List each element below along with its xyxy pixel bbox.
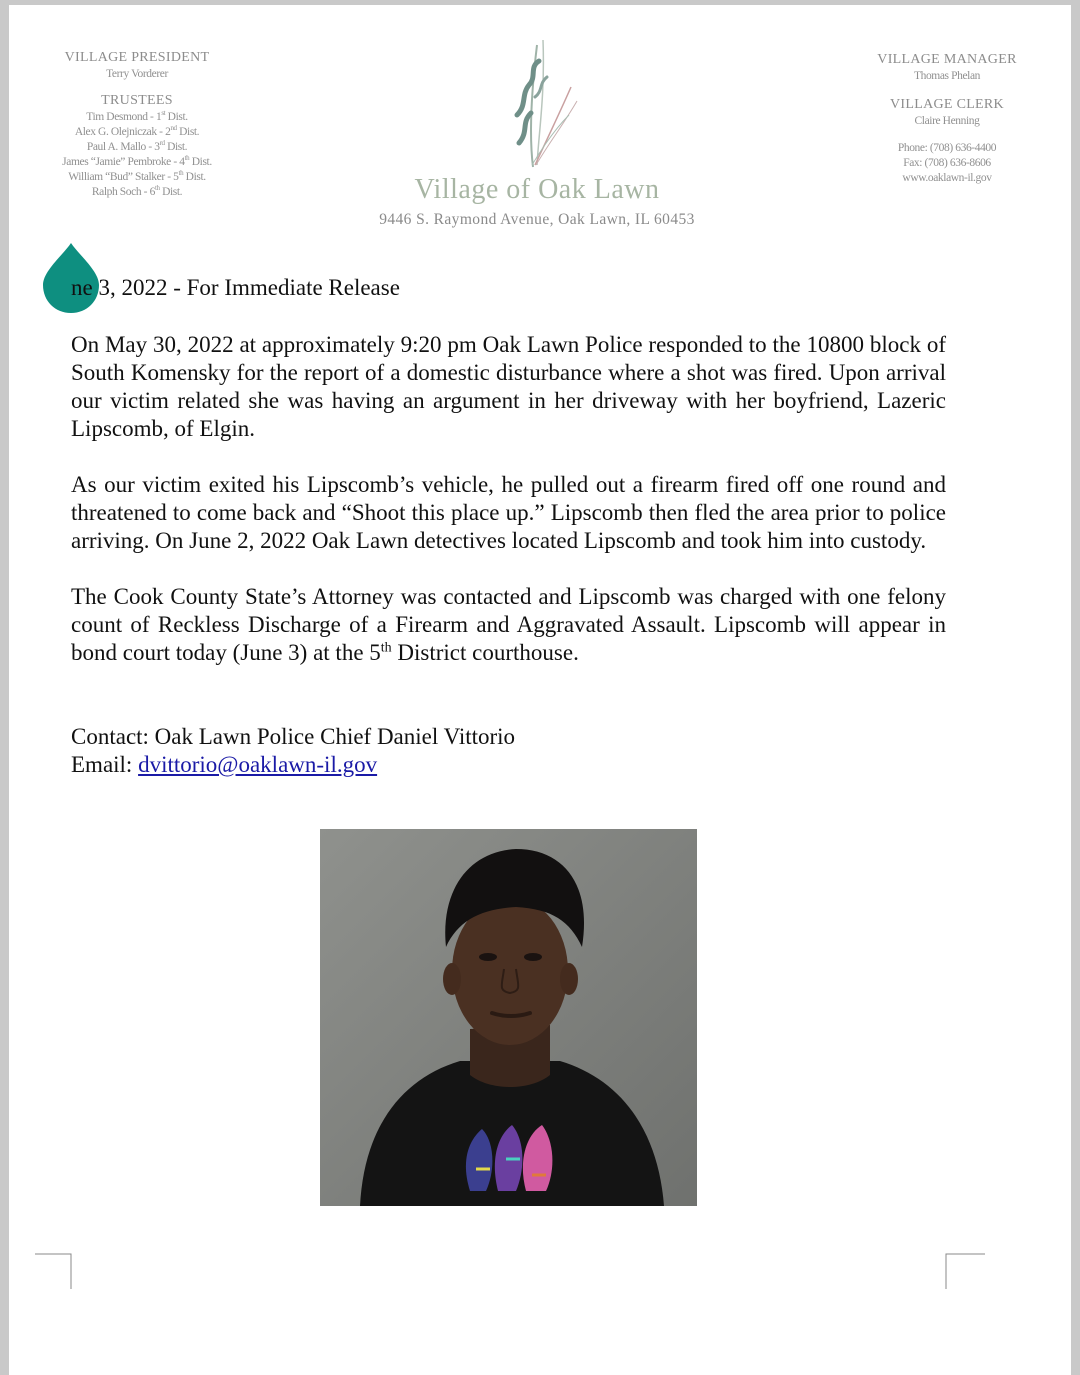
trustee-5: William “Bud” Stalker - 5th Dist. — [68, 169, 206, 183]
trustees-title: TRUSTEES — [101, 93, 173, 108]
manager-title: VILLAGE MANAGER — [877, 52, 1017, 67]
wheat-grass-logo-icon — [499, 35, 579, 177]
village-name: Village of Oak Lawn — [414, 174, 660, 205]
phone-number: Phone: (708) 636-4400 — [897, 142, 997, 154]
trustee-3: Paul A. Mallo - 3rd Dist. — [86, 139, 188, 153]
fax-number: Fax: (708) 636-8606 — [903, 157, 991, 169]
manager-name: Thomas Phelan — [913, 70, 981, 82]
paragraph-3: The Cook County State’s Attorney was contacted and Lipscomb was charged with one felony count of Reckless Discharge of a Firearm and Aggravated Assault. Lipscomb will appear in bond court today (June 3) at the 5th District courthouse. — [71, 584, 946, 665]
email-line: Email: dvittorio@oaklawn-il.gov — [71, 752, 378, 777]
president-name: Terry Vorderer — [106, 68, 168, 80]
village-address: 9446 S. Raymond Avenue, Oak Lawn, IL 60453 — [379, 211, 695, 228]
trustee-2: Alex G. Olejniczak - 2nd Dist. — [74, 124, 200, 138]
contact-line: Contact: Oak Lawn Police Chief Daniel Vittorio — [71, 724, 516, 749]
release-dateline: ne 3, 2022 - For Immediate Release — [71, 275, 400, 300]
paragraph-2: As our victim exited his Lipscomb’s vehicle, he pulled out a firearm fired off one round and threatened to come back and “Shoot this place up.” Lipscomb then fled the area prior to police arriving. On June 2, 2022 Oak Lawn detectives located Lipscomb and took him into custody. — [71, 472, 946, 553]
email-link[interactable]: dvittorio@oaklawn-il.gov — [138, 752, 378, 777]
trustee-6: Ralph Soch - 6th Dist. — [91, 184, 183, 198]
document-page — [9, 5, 1071, 1375]
paragraph-1: On May 30, 2022 at approximately 9:20 pm Oak Lawn Police responded to the 10800 block of South Komensky for the report of a domestic disturbance where a shot was fired. Upon arrival our victim related she was having an argument in her driveway with her boyfriend, Lazeric Lipscomb, of Elgin. — [71, 332, 946, 441]
clerk-name: Claire Henning — [914, 115, 980, 127]
mugshot-photo — [320, 829, 697, 1206]
release-body — [71, 331, 946, 695]
trustee-4: James “Jamie” Pembroke - 4th Dist. — [62, 154, 212, 168]
corner-mark-right — [945, 1253, 985, 1293]
trustee-1: Tim Desmond - 1st Dist. — [86, 109, 188, 123]
clerk-title: VILLAGE CLERK — [890, 97, 1004, 112]
corner-mark-left — [35, 1253, 75, 1293]
header-left-block — [47, 49, 227, 200]
contact-block — [71, 723, 515, 779]
president-title: VILLAGE PRESIDENT — [64, 50, 210, 65]
website: www.oaklawn-il.gov — [902, 172, 992, 184]
header-right-block — [859, 51, 1035, 186]
